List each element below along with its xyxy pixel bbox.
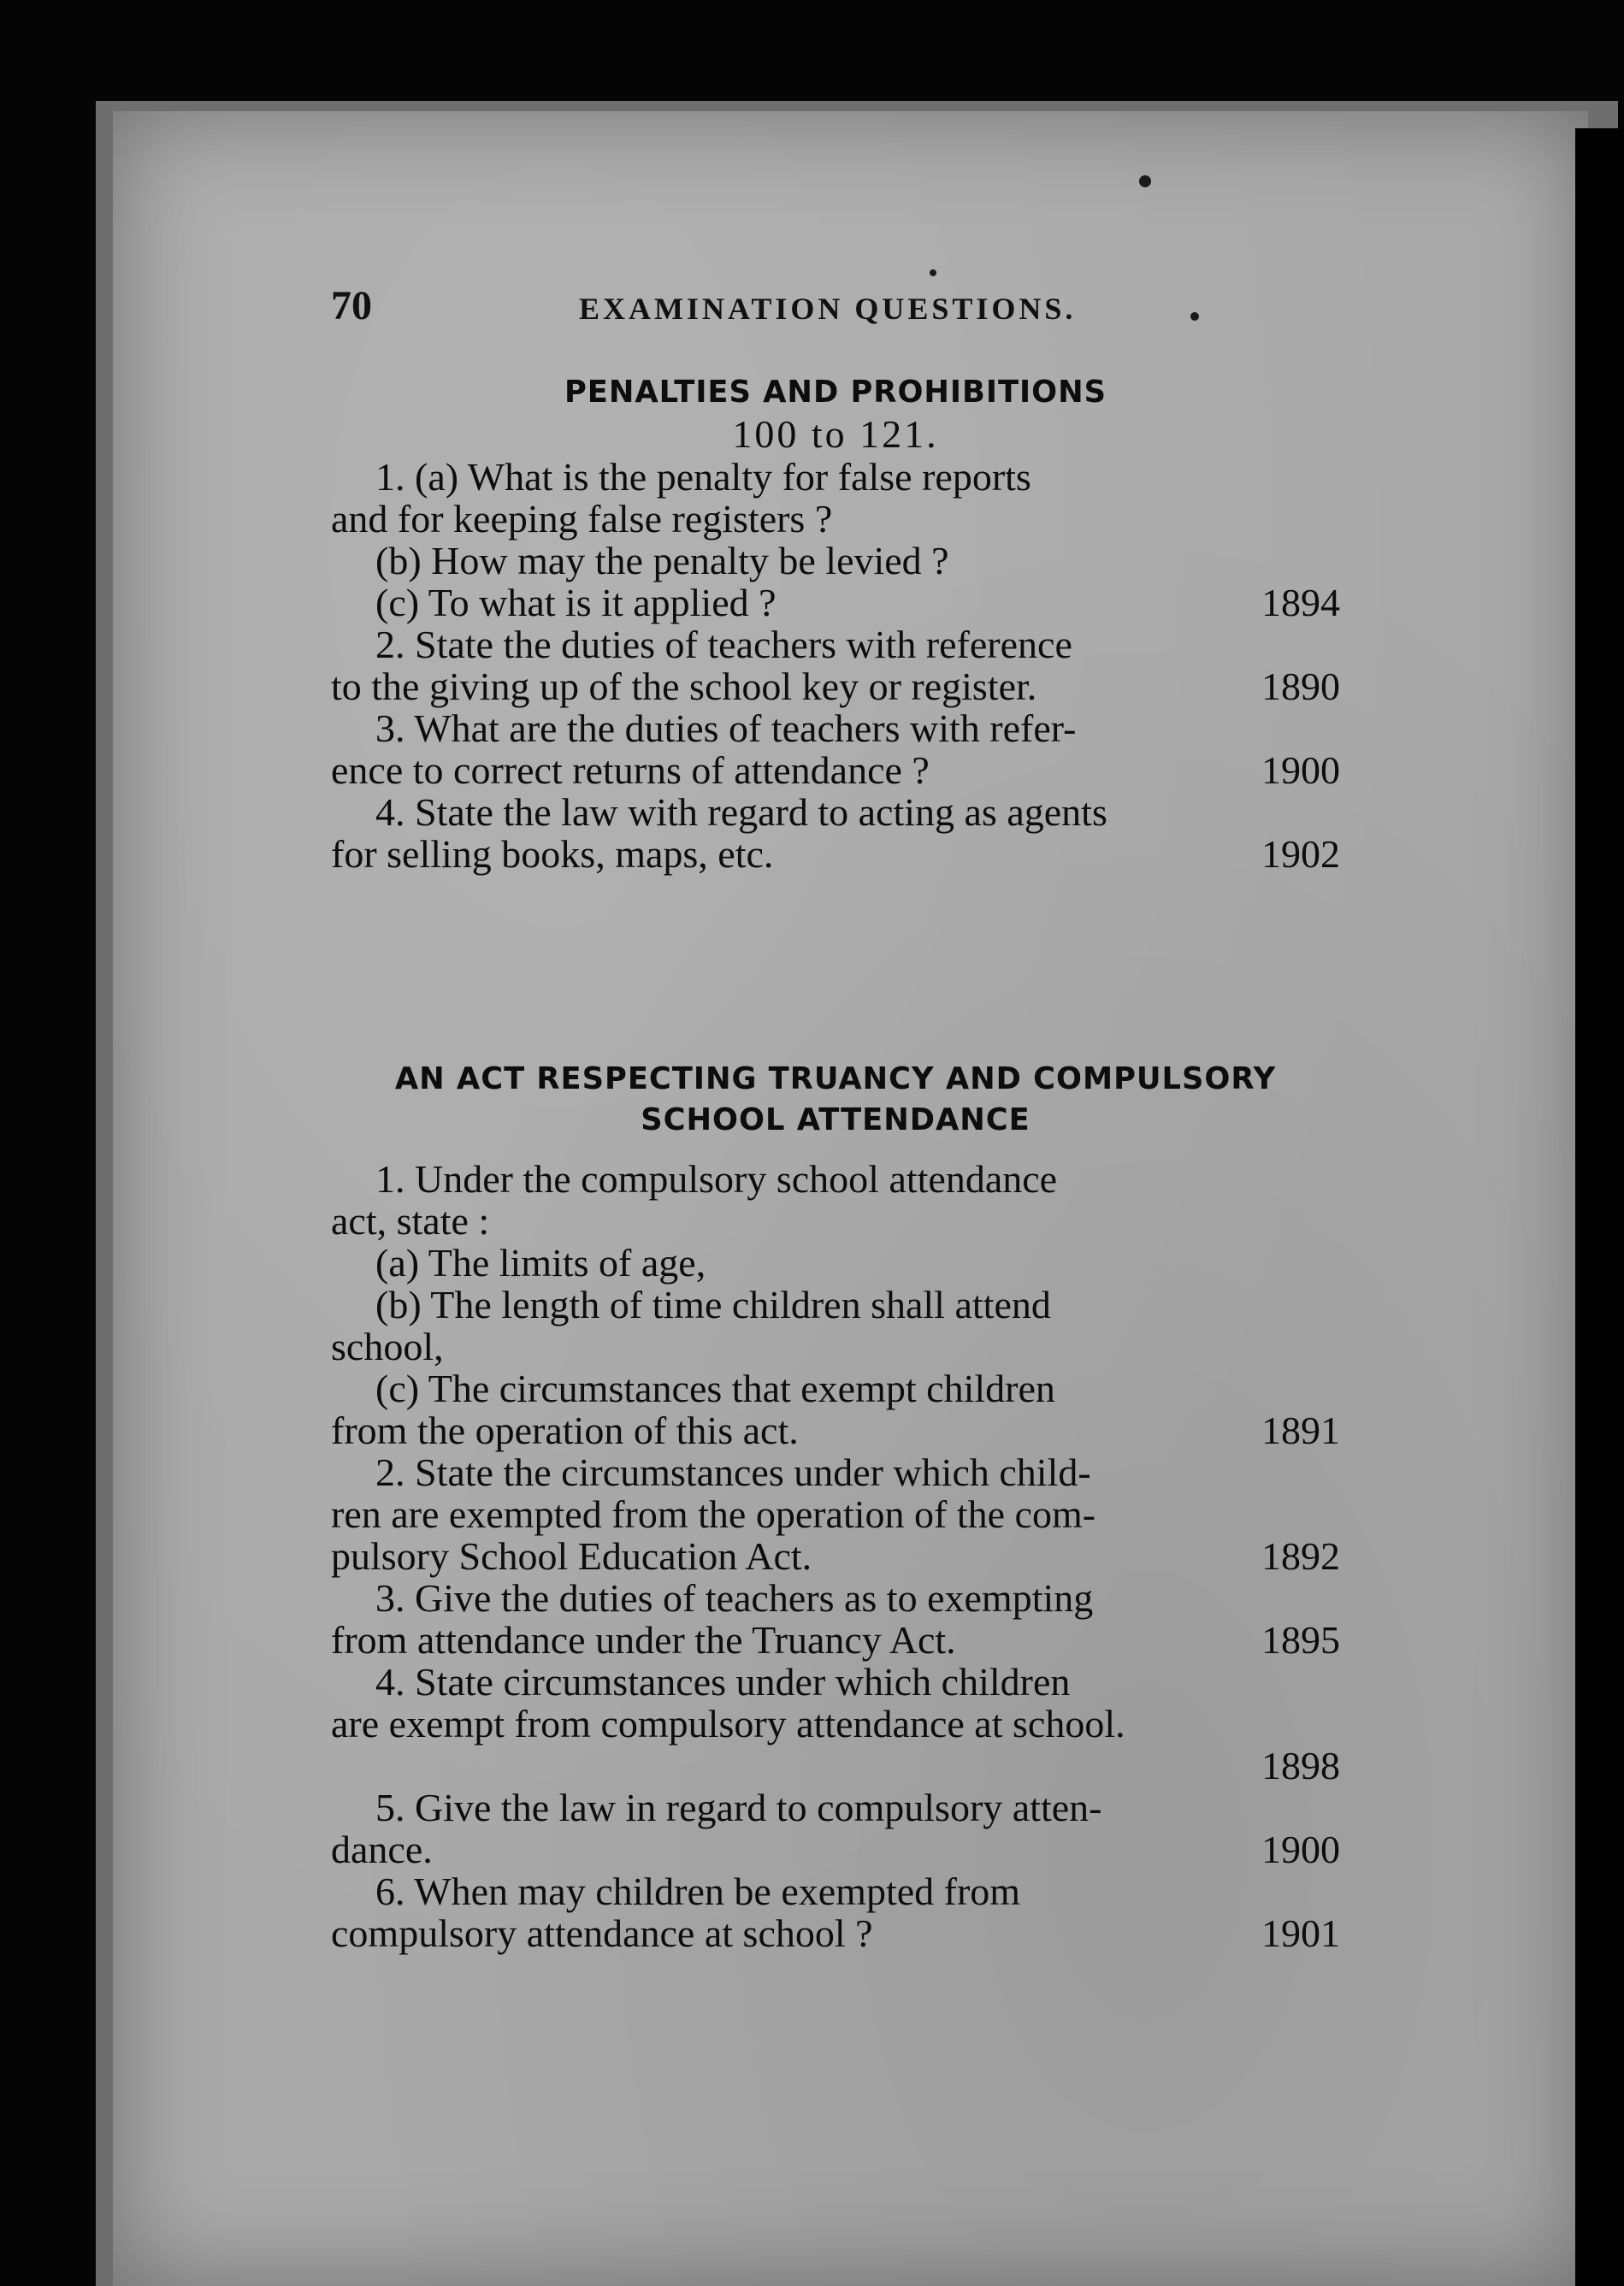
truancy-question-1a: (a) The limits of age, — [375, 1241, 706, 1285]
truancy-question-1c-cont: from the operation of this act. 1891 — [331, 1409, 1340, 1452]
truancy-question-4: 4. State circumstances under which children are exempt from compulsory attendance at school. — [331, 1660, 1125, 1746]
truancy-question-6: 6. When may children be exempted from compulsory attendance at school ? 1901 — [331, 1870, 1340, 1955]
year-label: 1900 — [1261, 748, 1340, 792]
year-label: 1891 — [1261, 1409, 1340, 1452]
truancy-question-1c: (c) The circumstances that exempt children — [375, 1367, 1055, 1410]
print-speck — [930, 269, 936, 276]
title-gap — [331, 1141, 1340, 1158]
truancy-question-1b: (b) The length of time children shall attend — [375, 1283, 1051, 1326]
page-number: 70 — [331, 283, 372, 328]
truancy-question-3: 3. Give the duties of teachers as to exempting from attendance under the Truancy Act. 1895 — [331, 1576, 1340, 1662]
year-label: 1898 — [1261, 1744, 1340, 1787]
question-1b: (b) How may the penalty be levied ? — [375, 539, 949, 582]
year-label: 1902 — [1261, 832, 1340, 876]
print-speck — [1139, 175, 1151, 187]
truancy-question-5: 5. Give the law in regard to compulsory atten- dance. 1900 — [331, 1786, 1340, 1871]
question-3: 3. What are the duties of teachers with refer- ence to correct returns of attendance ? 1900 — [331, 706, 1340, 792]
year-label: 1900 — [1261, 1828, 1340, 1871]
question-4: 4. State the law with regard to acting as agents for selling books, maps, etc. 1902 — [331, 790, 1340, 876]
section-subtitle: 100 to 121. — [732, 412, 939, 456]
truancy-question-1b-cont: school, — [331, 1325, 444, 1368]
year-label: 1895 — [1261, 1618, 1340, 1662]
right-edge-shadow — [1575, 128, 1624, 2286]
year-label: 1901 — [1261, 1911, 1340, 1955]
running-title: EXAMINATION QUESTIONS. — [579, 292, 1077, 326]
page-header — [331, 282, 1340, 351]
section-title-penalties: PENALTIES AND PROHIBITIONS — [564, 375, 1107, 410]
section-title-truancy: AN ACT RESPECTING TRUANCY AND COMPULSORY SCHOOL ATTENDANCE — [394, 1061, 1277, 1137]
page-content — [331, 372, 1340, 1954]
truancy-question-1: 1. Under the compulsory school attendance act, state : — [331, 1157, 1058, 1243]
section-gap — [331, 875, 1340, 1059]
year-label: 1890 — [1261, 665, 1340, 708]
year-label: 1892 — [1261, 1534, 1340, 1578]
truancy-question-2: 2. State the circumstances under which child- ren are exempted from the operation of the com- pulsory School Education Act. 1892 — [331, 1450, 1340, 1578]
year-label: 1894 — [1261, 581, 1340, 624]
question-2: 2. State the duties of teachers with reference to the giving up of the school key or register. 1890 — [331, 623, 1340, 708]
question-1c: (c) To what is it applied ? 1894 — [375, 581, 1340, 624]
question-1a: 1. (a) What is the penalty for false reports and for keeping false registers ? — [331, 455, 1031, 540]
